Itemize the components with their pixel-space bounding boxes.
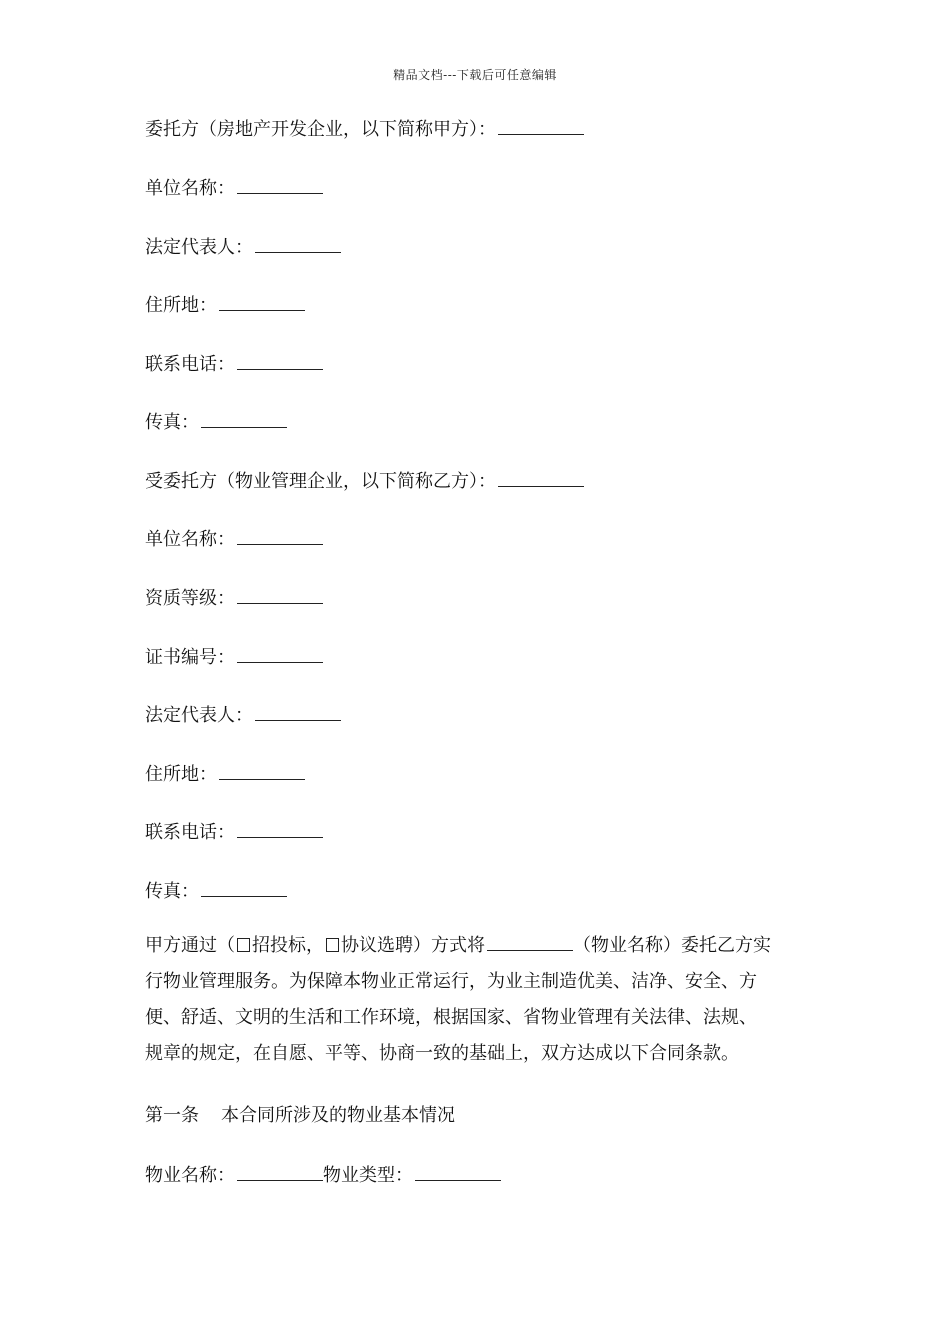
preamble-line-1	[145, 928, 810, 964]
party-b-title-line	[145, 468, 584, 494]
agreement-checkbox[interactable]	[326, 938, 339, 952]
party-b-title: 受委托方（物业管理企业，以下简称乙方）：	[145, 471, 496, 492]
article-1-heading	[145, 1104, 455, 1128]
property-name-label: 物业名称：	[145, 1165, 235, 1186]
party-b-legal-rep-line	[145, 702, 341, 728]
article-1-title: 本合同所涉及的物业基本情况	[221, 1105, 455, 1126]
party-a-address-line	[145, 292, 305, 318]
party-b-fax-blank[interactable]	[201, 878, 287, 897]
party-b-certificate-line	[145, 644, 323, 670]
party-b-fax-label: 传真：	[145, 881, 199, 902]
party-a-phone-line	[145, 351, 323, 377]
party-b-qualification-label: 资质等级：	[145, 588, 235, 609]
party-a-legal-rep-line	[145, 234, 341, 260]
party-a-fax-line	[145, 409, 287, 435]
property-name-field-blank[interactable]	[237, 1162, 323, 1181]
party-b-unit-name-line	[145, 526, 323, 552]
party-a-fax-label: 传真：	[145, 412, 199, 433]
party-a-legal-rep-label: 法定代表人：	[145, 237, 253, 258]
party-b-legal-rep-blank[interactable]	[255, 702, 341, 721]
tender-checkbox[interactable]	[237, 938, 250, 952]
tender-option-label: 招投标，	[252, 935, 324, 956]
property-type-blank[interactable]	[415, 1162, 501, 1181]
party-a-unit-name-blank[interactable]	[237, 175, 323, 194]
party-b-certificate-label: 证书编号：	[145, 647, 235, 668]
party-a-phone-blank[interactable]	[237, 351, 323, 370]
party-a-blank[interactable]	[498, 116, 584, 135]
party-b-qualification-line	[145, 585, 323, 611]
party-b-address-line	[145, 761, 305, 787]
party-b-legal-rep-label: 法定代表人：	[145, 705, 253, 726]
party-b-address-label: 住所地：	[145, 764, 217, 785]
page-header: 精品文档---下载后可任意编辑	[393, 68, 557, 82]
preamble-line-1-start: 甲方通过（	[145, 935, 235, 956]
preamble-line-1-end: （物业名称）委托乙方实	[573, 935, 771, 956]
party-a-title: 委托方（房地产开发企业，以下简称甲方）：	[145, 119, 496, 140]
party-b-certificate-blank[interactable]	[237, 644, 323, 663]
party-a-address-label: 住所地：	[145, 295, 217, 316]
party-b-phone-label: 联系电话：	[145, 822, 235, 843]
party-b-phone-line	[145, 819, 323, 845]
preamble-paragraph	[145, 928, 810, 1072]
party-a-address-blank[interactable]	[219, 292, 305, 311]
party-b-qualification-blank[interactable]	[237, 585, 323, 604]
party-a-phone-label: 联系电话：	[145, 354, 235, 375]
party-b-phone-blank[interactable]	[237, 819, 323, 838]
property-name-blank[interactable]	[487, 932, 573, 951]
party-b-unit-name-blank[interactable]	[237, 526, 323, 545]
party-a-unit-name-line	[145, 175, 323, 201]
preamble-line-3: 便、舒适、文明的生活和工作环境，根据国家、省物业管理有关法律、法规、	[145, 1007, 757, 1028]
preamble-line-2: 行物业管理服务。为保障本物业正常运行，为业主制造优美、洁净、安全、方	[145, 971, 757, 992]
party-a-fax-blank[interactable]	[201, 409, 287, 428]
preamble-line-4: 规章的规定，在自愿、平等、协商一致的基础上，双方达成以下合同条款。	[145, 1043, 739, 1064]
party-b-fax-line	[145, 878, 287, 904]
party-a-title-line	[145, 116, 584, 142]
party-a-unit-name-label: 单位名称：	[145, 178, 235, 199]
party-b-unit-name-label: 单位名称：	[145, 529, 235, 550]
property-type-label: 物业类型：	[323, 1165, 413, 1186]
agreement-option-label: 协议选聘）方式将	[341, 935, 485, 956]
party-b-address-blank[interactable]	[219, 761, 305, 780]
property-info-line	[145, 1162, 501, 1188]
party-a-legal-rep-blank[interactable]	[255, 234, 341, 253]
party-b-blank[interactable]	[498, 468, 584, 487]
article-1-number: 第一条	[145, 1105, 199, 1126]
